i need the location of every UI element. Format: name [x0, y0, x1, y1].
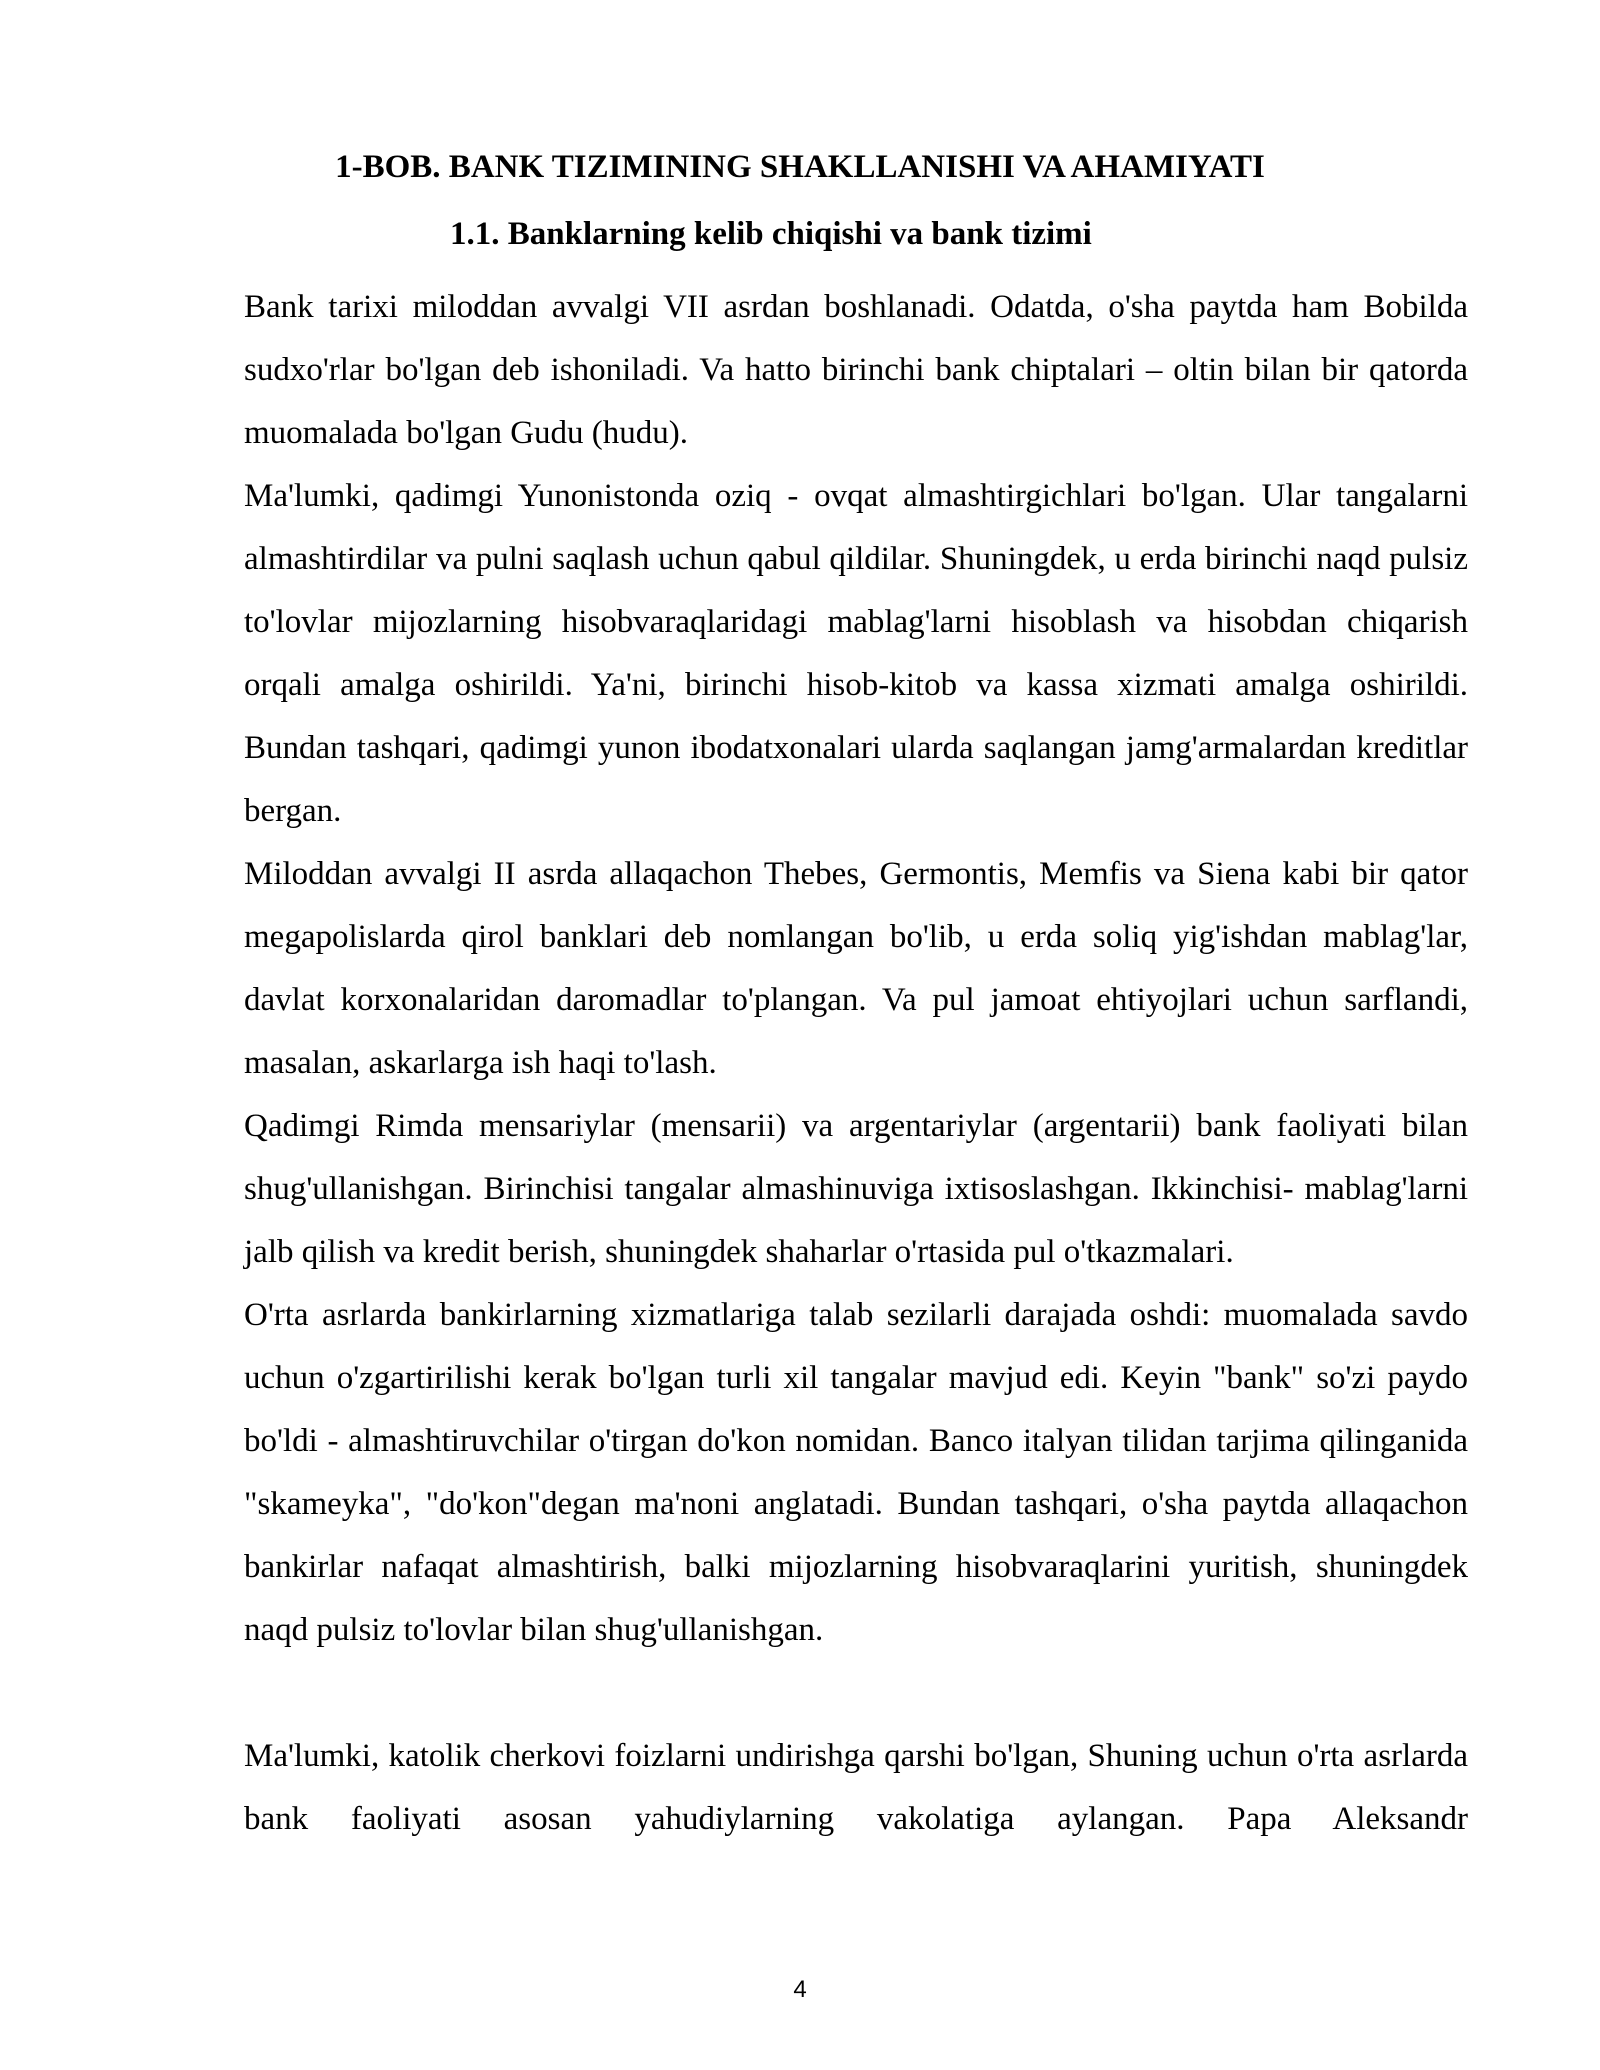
- paragraph-spacer: [244, 1662, 1468, 1725]
- paragraph-3: Miloddan avvalgi II asrda allaqachon Thebes, Germontis, Memfis va Siena kabi bir qator megapolislarda qirol banklari deb nomlangan bo'lib, u erda soliq yig'ishdan mablag'lar, davlat korxonalaridan daromadlar to'plangan. Va pul jamoat ehtiyojlari uchun sarflandi, masalan, askarlarga ish haqi to'lash.: [244, 856, 1468, 1081]
- paragraph-2: Ma'lumki, qadimgi Yunonistonda oziq - ovqat almashtirgichlari bo'lgan. Ular tangalarni almashtirdilar va pulni saqlash uchun qabul qildilar. Shuningdek, u erda birinchi naqd pulsiz to'lovlar mijozlarning hisobvaraqlaridagi mablag'larni hisoblash va hisobdan chiqarish orqali amalga oshirildi. Ya'ni, birinchi hisob-kitob va kassa xizmati amalga oshirildi. Bundan tashqari, qadimgi yunon ibodatxonalari ularda saqlangan jamg'armalardan kreditlar bergan.: [244, 478, 1468, 829]
- paragraph-6: Ma'lumki, katolik cherkovi foizlarni undirishga qarshi bo'lgan, Shuning uchun o'rta asrlarda bank faoliyati asosan yahudiylarning vakolatiga aylangan. Papa Aleksandr: [244, 1738, 1468, 1837]
- paragraph-5: O'rta asrlarda bankirlarning xizmatlariga talab sezilarli darajada oshdi: muomalada savdo uchun o'zgartirilishi kerak bo'lgan turli xil tangalar mavjud edi. Keyin "bank" so'zi paydo bo'ldi - almashtiruvchilar o'tirgan do'kon nomidan. Banco italyan tilidan tarjima qilinganida "skameyka", "do'kon"degan ma'noni anglatadi. Bundan tashqari, o'sha paytda allaqachon bankirlar nafaqat almashtirish, balki mijozlarning hisobvaraqlarini yuritish, shuningdek naqd pulsiz to'lovlar bilan shug'ullanishgan.: [244, 1297, 1468, 1648]
- chapter-title: 1-BOB. BANK TIZIMINING SHAKLLANISHI VA AHAMIYATI: [335, 149, 1265, 185]
- section-title: 1.1. Banklarning kelib chiqishi va bank tizimi: [450, 216, 1092, 252]
- body-text: [244, 276, 1468, 1851]
- paragraph-1: Bank tarixi miloddan avvalgi VII asrdan boshlanadi. Odatda, o'sha paytda ham Bobilda sudxo'rlar bo'lgan deb ishoniladi. Va hatto birinchi bank chiptalari – oltin bilan bir qatorda muomalada bo'lgan Gudu (hudu).: [244, 289, 1468, 451]
- paragraph-4: Qadimgi Rimda mensariylar (mensarii) va argentariylar (argentarii) bank faoliyati bilan shug'ullanishgan. Birinchisi tangalar almashinuviga ixtisoslashgan. Ikkinchisi- mablag'larni jalb qilish va kredit berish, shuningdek shaharlar o'rtasida pul o'tkazmalari.: [244, 1108, 1468, 1270]
- page-number: 4: [793, 1976, 807, 2003]
